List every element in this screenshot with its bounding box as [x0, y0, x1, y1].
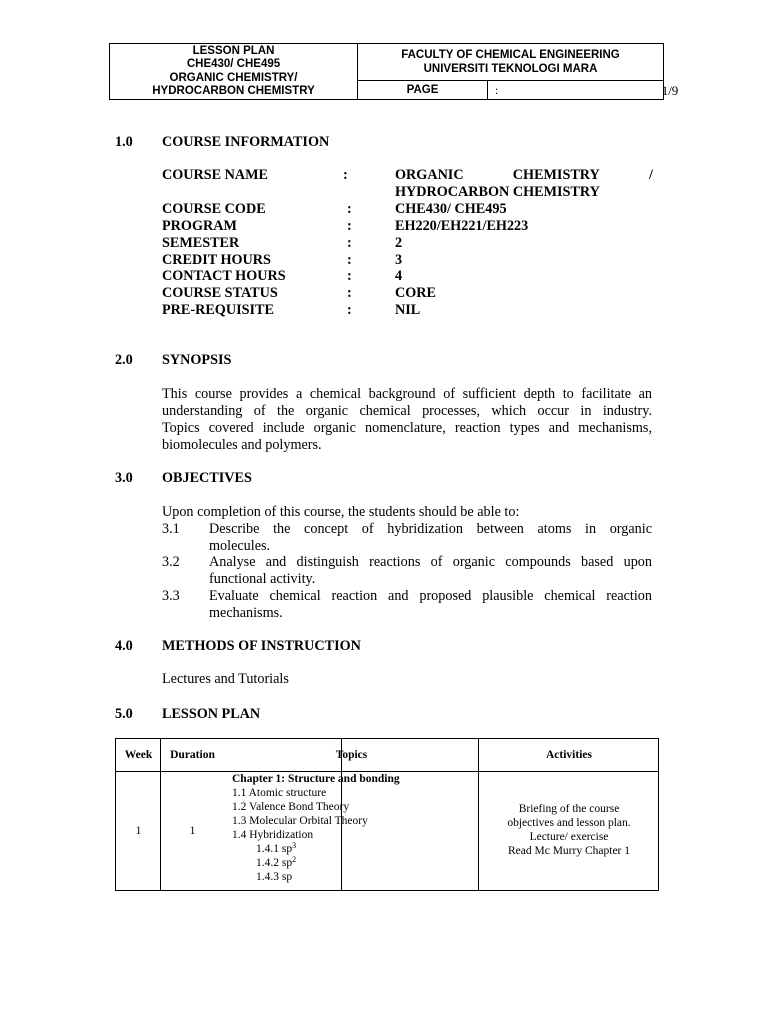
header-left-line: LESSON PLAN — [192, 45, 275, 57]
course-name-value-line1 — [395, 167, 653, 184]
course-name-word: ORGANIC — [395, 167, 464, 183]
info-colon: : — [343, 167, 348, 183]
subtopic-text: 1.4.3 sp — [256, 871, 293, 883]
topic-item: 1.4 Hybridization — [232, 829, 314, 841]
credit-hours-label: CREDIT HOURS — [162, 252, 271, 268]
section-number: 5.0 — [115, 706, 133, 722]
synopsis-line: understanding of the organic chemical processes, which occur in industry. — [162, 403, 652, 419]
header-faculty-block — [358, 44, 663, 81]
objective-line: Analyse and distinguish reactions of organic compounds based upon — [209, 554, 652, 570]
header-left-line: HYDROCARBON CHEMISTRY — [152, 84, 315, 97]
pre-requisite-label: PRE-REQUISITE — [162, 302, 274, 318]
header-university: UNIVERSITI TEKNOLOGI MARA — [423, 63, 598, 75]
contact-hours-value: 4 — [395, 268, 403, 284]
info-colon: : — [347, 302, 352, 318]
subtopic-text: 1.4.2 sp — [256, 857, 293, 869]
objective-number: 3.1 — [162, 521, 180, 537]
header-page-number: 1/9 — [661, 83, 679, 98]
section-number: 1.0 — [115, 134, 133, 150]
row-duration: 1 — [189, 825, 196, 837]
objective-text — [209, 588, 652, 622]
section-title: OBJECTIVES — [162, 470, 252, 486]
synopsis-line: Topics covered include organic nomenclature, reaction types and mechanisms, — [162, 420, 652, 436]
activity-line: Briefing of the course — [518, 803, 620, 815]
course-code-label: COURSE CODE — [162, 201, 266, 217]
table-header-week: Week — [124, 749, 153, 761]
course-status-label: COURSE STATUS — [162, 285, 278, 301]
section-title: METHODS OF INSTRUCTION — [162, 638, 361, 654]
pre-requisite-value: NIL — [395, 302, 421, 318]
info-colon: : — [347, 252, 352, 268]
info-colon: : — [347, 285, 352, 301]
header-page-label: PAGE — [358, 81, 488, 100]
course-name-word: CHEMISTRY — [512, 167, 600, 183]
synopsis-paragraph — [162, 386, 652, 454]
activity-line: Read Mc Murry Chapter 1 — [508, 845, 630, 857]
course-code-value: CHE430/ CHE495 — [395, 201, 507, 217]
objective-line: Describe the concept of hybridization between atoms in organic — [209, 521, 652, 537]
document-header — [109, 43, 679, 100]
contact-hours-label: CONTACT HOURS — [162, 268, 286, 284]
subtopic-item — [232, 842, 472, 856]
subtopic-superscript: 3 — [292, 841, 297, 850]
section-title: SYNOPSIS — [162, 352, 232, 368]
objective-line: mechanisms. — [209, 605, 283, 621]
info-colon: : — [347, 235, 352, 251]
synopsis-line: biomolecules and polymers. — [162, 437, 322, 453]
subtopic-item — [232, 870, 472, 884]
synopsis-line: This course provides a chemical background of sufficient depth to facilitate an — [162, 386, 652, 402]
program-value: EH220/EH221/EH223 — [395, 218, 529, 234]
section-number: 2.0 — [115, 352, 133, 368]
lesson-plan-table — [115, 738, 659, 891]
header-page-colon: : — [495, 83, 499, 97]
course-name-label: COURSE NAME — [162, 167, 269, 183]
section-title: COURSE INFORMATION — [162, 134, 330, 150]
row-activities — [479, 802, 659, 858]
row-topics — [232, 772, 472, 884]
header-lesson-plan-block — [110, 44, 358, 99]
objective-line: Evaluate chemical reaction and proposed plausible chemical reaction — [209, 588, 652, 604]
course-name-value-line2: HYDROCARBON CHEMISTRY — [395, 184, 600, 200]
course-name-word: / — [649, 167, 653, 183]
info-colon: : — [347, 218, 352, 234]
credit-hours-value: 3 — [395, 252, 403, 268]
section-number: 4.0 — [115, 638, 133, 654]
subtopic-item — [232, 856, 472, 870]
topic-item: 1.1 Atomic structure — [232, 787, 327, 799]
table-header-topics: Topics — [335, 749, 368, 761]
header-faculty: FACULTY OF CHEMICAL ENGINEERING — [401, 49, 620, 61]
objective-line: functional activity. — [209, 571, 316, 587]
topic-item: 1.3 Molecular Orbital Theory — [232, 815, 368, 827]
table-header-duration: Duration — [170, 749, 215, 761]
info-colon: : — [347, 268, 352, 284]
objective-text — [209, 521, 652, 555]
table-header-activities: Activities — [546, 749, 592, 761]
activity-line: objectives and lesson plan. — [507, 817, 631, 829]
info-colon: : — [347, 201, 352, 217]
objective-number: 3.3 — [162, 588, 180, 604]
header-left-line: ORGANIC CHEMISTRY/ — [169, 71, 298, 84]
semester-value: 2 — [395, 235, 403, 251]
topic-item: 1.2 Valence Bond Theory — [232, 801, 350, 813]
objective-text — [209, 554, 652, 588]
chapter-title: Chapter 1: Structure and bonding — [232, 773, 400, 785]
program-label: PROGRAM — [162, 218, 237, 234]
methods-text: Lectures and Tutorials — [162, 671, 289, 687]
section-title: LESSON PLAN — [162, 706, 261, 722]
objectives-intro: Upon completion of this course, the students should be able to: — [162, 504, 520, 520]
course-status-value: CORE — [395, 285, 436, 301]
objective-line: molecules. — [209, 538, 271, 554]
row-week: 1 — [135, 825, 142, 837]
objective-number: 3.2 — [162, 554, 180, 570]
semester-label: SEMESTER — [162, 235, 240, 251]
header-left-line: CHE430/ CHE495 — [186, 58, 281, 71]
subtopic-superscript: 2 — [292, 855, 297, 864]
section-number: 3.0 — [115, 470, 133, 486]
subtopic-text: 1.4.1 sp — [256, 843, 293, 855]
activity-line: Lecture/ exercise — [529, 831, 609, 843]
